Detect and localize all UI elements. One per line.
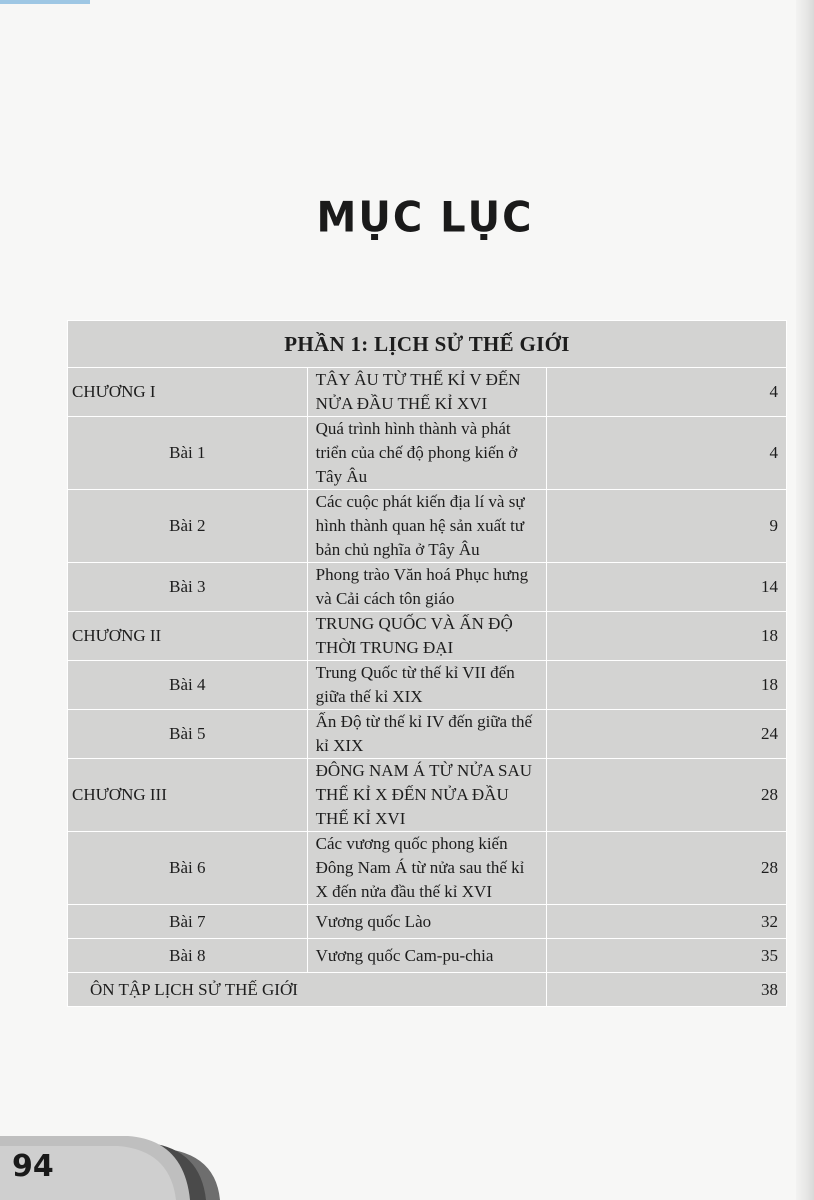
chapter-title[interactable]: TRUNG QUỐC VÀ ẤN ĐỘ THỜI TRUNG ĐẠI	[307, 612, 547, 661]
lesson-title[interactable]: Các vương quốc phong kiến Đông Nam Á từ nửa sau thế kỉ X đến nửa đầu thế kỉ XVI	[307, 832, 547, 905]
chapter-label: CHƯƠNG II	[68, 612, 308, 661]
lesson-title[interactable]: Vương quốc Cam-pu-chia	[307, 939, 547, 973]
page-ref: 18	[547, 612, 787, 661]
lesson-title[interactable]: Phong trào Văn hoá Phục hưng và Cải cách tôn giáo	[307, 563, 547, 612]
toc-row-chapter-2[interactable]	[68, 612, 787, 661]
lesson-title[interactable]: Ấn Độ từ thế kỉ IV đến giữa thế kỉ XIX	[307, 710, 547, 759]
page-title: MỤC LỤC	[316, 193, 534, 242]
page-ref: 4	[547, 368, 787, 417]
page-ref: 18	[547, 661, 787, 710]
toc-row-lesson-8[interactable]	[68, 939, 787, 973]
page-ref: 28	[547, 759, 787, 832]
lesson-title[interactable]: Trung Quốc từ thế kỉ VII đến giữa thế kỉ XIX	[307, 661, 547, 710]
lesson-label: Bài 3	[68, 563, 308, 612]
lesson-label: Bài 5	[68, 710, 308, 759]
chapter-label: CHƯƠNG I	[68, 368, 308, 417]
top-accent-bar	[0, 0, 90, 4]
review-title[interactable]: ÔN TẬP LỊCH SỬ THẾ GIỚI	[68, 973, 547, 1007]
lesson-title[interactable]: Các cuộc phát kiến địa lí và sự hình thành quan hệ sản xuất tư bản chủ nghĩa ở Tây Âu	[307, 490, 547, 563]
part-heading: PHẦN 1: LỊCH SỬ THẾ GIỚI	[68, 321, 787, 368]
toc-row-lesson-4[interactable]	[68, 661, 787, 710]
page-ref: 14	[547, 563, 787, 612]
toc-row-lesson-7[interactable]	[68, 905, 787, 939]
chapter-title[interactable]: ĐÔNG NAM Á TỪ NỬA SAU THẾ KỈ X ĐẾN NỬA ĐẦU THẾ KỈ XVI	[307, 759, 547, 832]
page-edge-shadow	[796, 0, 814, 1200]
lesson-title[interactable]: Quá trình hình thành và phát triển của chế độ phong kiến ở Tây Âu	[307, 417, 547, 490]
lesson-label: Bài 4	[68, 661, 308, 710]
lesson-title[interactable]: Vương quốc Lào	[307, 905, 547, 939]
lesson-label: Bài 8	[68, 939, 308, 973]
page-ref: 24	[547, 710, 787, 759]
page-ref: 32	[547, 905, 787, 939]
lesson-label: Bài 1	[68, 417, 308, 490]
toc-row-lesson-1[interactable]	[68, 417, 787, 490]
toc-row-review[interactable]	[68, 973, 787, 1007]
toc-row-lesson-5[interactable]	[68, 710, 787, 759]
toc-row-lesson-3[interactable]	[68, 563, 787, 612]
page-ref: 4	[547, 417, 787, 490]
toc-row-chapter-3[interactable]	[68, 759, 787, 832]
lesson-label: Bài 7	[68, 905, 308, 939]
toc-row-lesson-2[interactable]	[68, 490, 787, 563]
page-ref: 35	[547, 939, 787, 973]
part-heading-row	[68, 321, 787, 368]
table-of-contents	[67, 320, 787, 1007]
chapter-title[interactable]: TÂY ÂU TỪ THẾ KỈ V ĐẾN NỬA ĐẦU THẾ KỈ XVI	[307, 368, 547, 417]
toc-row-chapter-1[interactable]	[68, 368, 787, 417]
page-ref: 38	[547, 973, 787, 1007]
page-ref: 28	[547, 832, 787, 905]
lesson-label: Bài 6	[68, 832, 308, 905]
page-number: 94	[12, 1149, 54, 1184]
toc-row-lesson-6[interactable]	[68, 832, 787, 905]
lesson-label: Bài 2	[68, 490, 308, 563]
chapter-label: CHƯƠNG III	[68, 759, 308, 832]
page-ref: 9	[547, 490, 787, 563]
